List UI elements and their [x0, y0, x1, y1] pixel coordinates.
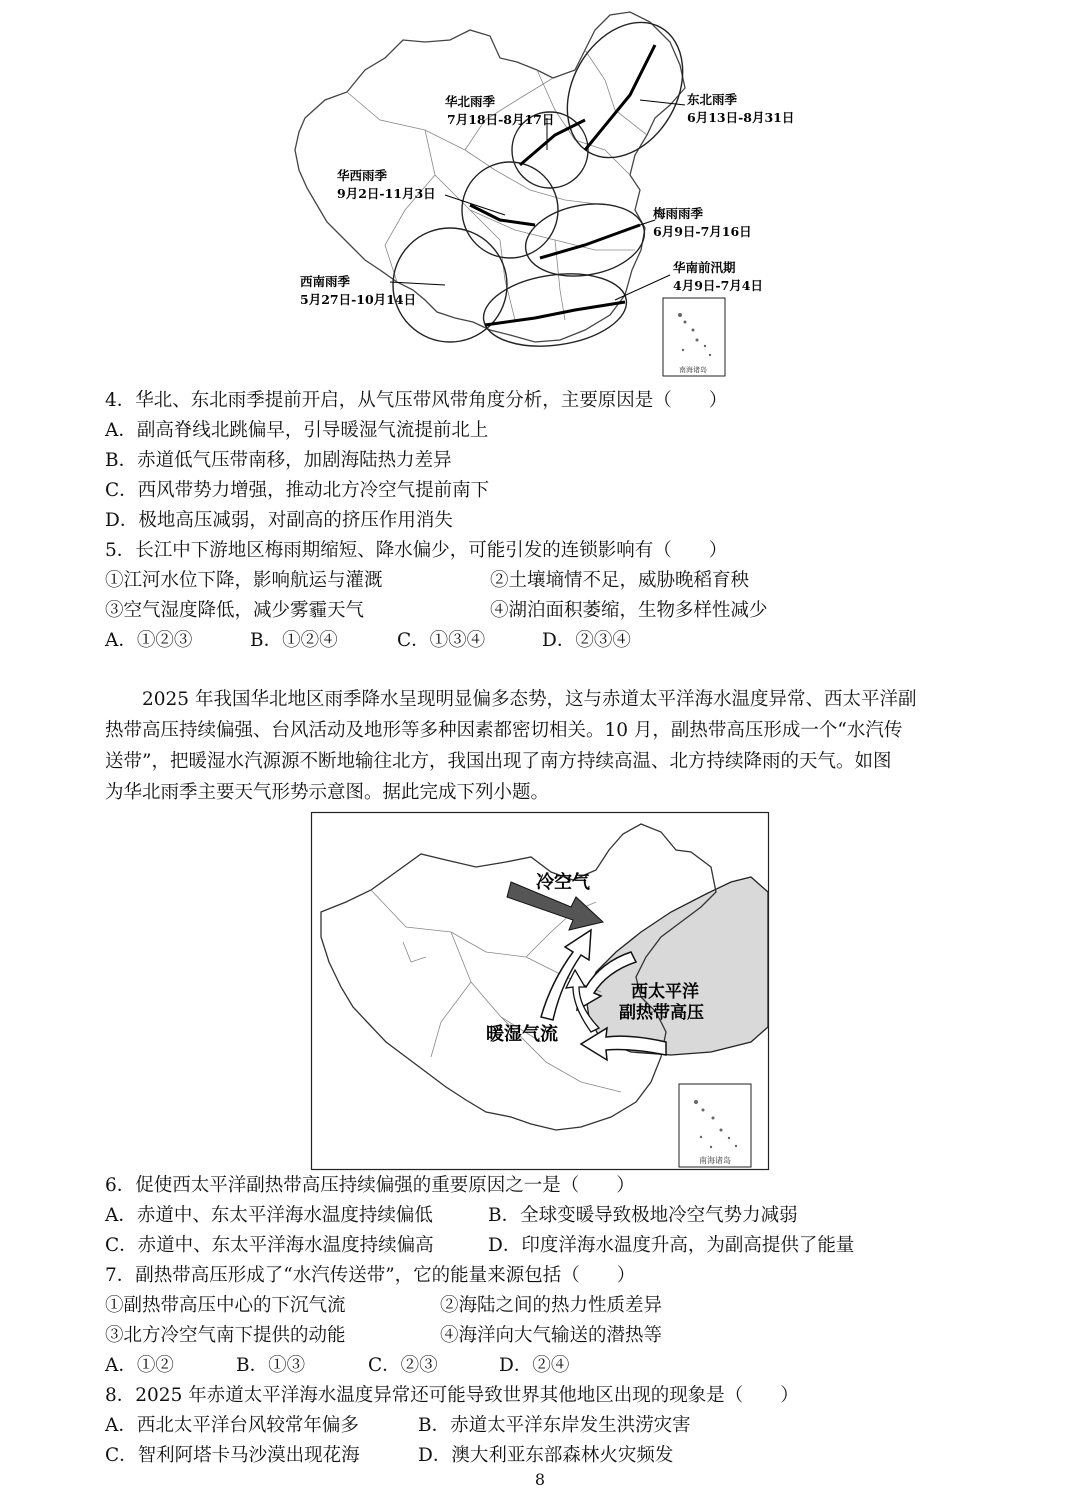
west-china-region	[462, 162, 558, 258]
q6-option-d[interactable]: D．印度洋海水温度升高，为副高提供了能量	[488, 1235, 855, 1256]
label-xinan-period: 5月27日-10月14日	[300, 292, 417, 307]
passage-line-4: 为华北雨季主要天气形势示意图。据此完成下列小题。	[105, 782, 550, 803]
q4-stem: 4．华北、东北雨季提前开启，从气压带风带角度分析，主要原因是（ ）	[105, 390, 728, 411]
label-meiyu-name: 梅雨雨季	[653, 206, 704, 221]
q7-item-3: ③北方冷空气南下提供的动能	[105, 1325, 346, 1346]
q5-option-d[interactable]: D．②③④	[542, 630, 631, 651]
q7-stem: 7．副热带高压形成了“水汽传送带”，它的能量来源包括（ ）	[105, 1265, 636, 1286]
label-huaxi-name: 华西雨季	[337, 168, 388, 183]
rain-belt-lines	[470, 45, 655, 325]
q4-option-c[interactable]: C．西风带势力增强，推动北方冷空气提前南下	[105, 480, 490, 501]
q7-option-c[interactable]: C．②③	[368, 1355, 438, 1376]
map2-inset-label: 南海诸岛	[699, 1156, 731, 1165]
q4-option-a[interactable]: A．副高脊线北跳偏早，引导暖湿气流提前北上	[105, 420, 489, 441]
northeast-region	[544, 2, 706, 179]
q5-item-4: ④湖泊面积萎缩，生物多样性减少	[490, 600, 768, 621]
rain-regions	[393, 2, 706, 355]
q7-item-1: ①副热带高压中心的下沉气流	[105, 1295, 346, 1316]
passage-line-3: 送带”，把暖湿水汽源源不断地输往北方，我国出现了南方持续高温、北方持续降雨的天气。如图	[105, 751, 892, 772]
cold-air-label: 冷空气	[536, 872, 590, 893]
q6-option-c[interactable]: C．赤道中、东太平洋海水温度持续偏高	[105, 1235, 434, 1256]
q5-option-c[interactable]: C．①③④	[397, 630, 486, 651]
subtropical-high-label-1: 西太平洋	[631, 982, 699, 1002]
label-huaxi-period: 9月2日-11月3日	[337, 186, 436, 201]
q8-option-d[interactable]: D．澳大利亚东部森林火灾频发	[418, 1445, 674, 1466]
q5-option-a[interactable]: A．①②③	[105, 630, 193, 651]
q7-item-2: ②海陆之间的热力性质差异	[440, 1295, 663, 1316]
rainy-season-map	[285, 0, 795, 380]
q5-item-2: ②土壤墒情不足，威胁晚稻育秧	[490, 570, 750, 591]
label-huanan-period: 4月9日-7月4日	[673, 278, 763, 293]
q7-item-4: ④海洋向大气输送的潜热等	[440, 1325, 663, 1346]
passage-line-1: 2025 年我国华北地区雨季降水呈现明显偏多态势，这与赤道太平洋海水温度异常、西太平洋副	[142, 689, 917, 710]
q8-stem: 8．2025 年赤道太平洋海水温度异常还可能导致世界其他地区出现的现象是（ ）	[105, 1385, 799, 1406]
q7-option-d[interactable]: D．②④	[499, 1355, 570, 1376]
q8-option-a[interactable]: A．西北太平洋台风较常年偏多	[105, 1415, 359, 1436]
q5-option-b[interactable]: B．①②④	[250, 630, 338, 651]
label-dongbei-name: 东北雨季	[687, 92, 738, 107]
q6-stem: 6．促使西太平洋副热带高压持续偏强的重要原因之一是（ ）	[105, 1175, 635, 1196]
weather-situation-map	[311, 812, 769, 1170]
label-huabei-name: 华北雨季	[445, 94, 496, 109]
q4-option-b[interactable]: B．赤道低气压带南移，加剧海陆热力差异	[105, 450, 452, 471]
inset-label: 南海诸岛	[679, 366, 707, 374]
q4-option-d[interactable]: D．极地高压减弱，对副高的挤压作用消失	[105, 510, 453, 531]
q7-option-a[interactable]: A．①②	[105, 1355, 174, 1376]
q6-option-a[interactable]: A．赤道中、东太平洋海水温度持续偏低	[105, 1205, 433, 1226]
q8-option-c[interactable]: C．智利阿塔卡马沙漠出现花海	[105, 1445, 360, 1466]
meiyu-region	[520, 195, 650, 285]
map2-south-sea-inset	[679, 1084, 751, 1167]
label-huanan-name: 华南前汛期	[673, 260, 736, 275]
warm-air-label: 暖湿气流	[486, 1024, 558, 1045]
label-xinan-name: 西南雨季	[300, 274, 351, 289]
label-meiyu-period: 6月9日-7月16日	[653, 224, 752, 239]
q5-item-1: ①江河水位下降，影响航运与灌溉	[105, 570, 383, 591]
south-sea-inset	[663, 298, 725, 376]
q5-item-3: ③空气湿度降低，减少雾霾天气	[105, 600, 365, 621]
label-dongbei-period: 6月13日-8月31日	[687, 110, 795, 125]
label-huabei-period: 7月18日-8月17日	[447, 112, 555, 127]
q7-option-b[interactable]: B．①③	[236, 1355, 306, 1376]
subtropical-high-label-2: 副热带高压	[619, 1003, 704, 1023]
passage-line-2: 热带高压持续偏强、台风活动及地形等多种因素都密切相关。10 月，副热带高压形成一个“水汽传	[105, 720, 903, 741]
q8-option-b[interactable]: B．赤道太平洋东岸发生洪涝灾害	[418, 1415, 691, 1436]
q6-option-b[interactable]: B．全球变暖导致极地冷空气势力减弱	[488, 1205, 798, 1226]
province-borders	[347, 50, 647, 320]
page-number: 8	[534, 1470, 546, 1489]
q5-stem: 5．长江中下游地区梅雨期缩短、降水偏少，可能引发的连锁影响有（ ）	[105, 540, 728, 561]
